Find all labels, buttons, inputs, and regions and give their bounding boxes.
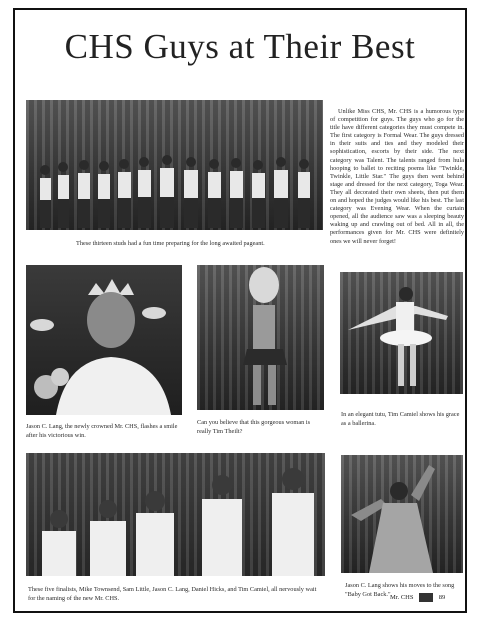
finalists-photo [26,453,325,576]
group-photo-caption: These thirteen studs had a fun time preparing for the long awaited pageant. [76,240,265,247]
finalists-caption: These five finalists, Mike Townsend, Sam Little, Jason C. Lang, Daniel Hicks, and Tim Camiel, all nervously wait for the naming of the new Mr. CHS. [28,586,317,602]
chs-logo-icon [419,593,433,602]
page-title: CHS Guys at Their Best [64,27,416,66]
dancer-figure [341,455,463,573]
gorgeous-woman-photo [197,265,324,410]
group-figures [26,100,323,230]
dance-photo [341,455,463,573]
ballerina-figure [340,272,463,394]
footer-section: Mr. CHS [390,593,414,601]
gorgeous-woman-caption: Can you believe that this gorgeous woman is really Tim Theilt? [197,419,311,435]
page-footer [390,593,445,602]
woman-figure [197,265,324,410]
group-photo [26,100,323,230]
ballerina-caption: In an elegant tutu, Tim Camiel shows his grace as a ballerina. [341,411,460,427]
article-body: Unlike Miss CHS, Mr. CHS is a humorous type of competition for guys. The guys who go for the title have different categories they must compete in. The first category is Formal Wear. The guys dressed in their suits and ties and they modeled their sophistication, escorts by their side. The next category was Talent. The talents ranged from hula hooping to ballet to reciting poems like "Twinkle, Twinkle, Little Star." The guys then went behind stage and dressed for the next category, Toga Wear. They all decorated their own sheets, then put them on and hoped the judges would like his best. The last category was Evening Wear. When the curtain opened, all the audience saw was a sleeping beauty waking up and crawling out of bed. All in all, the performances given for Mr. CHS were definitely ones we will never forget! [330,108,464,245]
crowned-figure [26,265,182,415]
ballerina-photo [340,272,463,394]
finalists-figures [26,453,325,576]
dance-caption: Jason C. Lang shows his moves to the song "Baby Got Back." [345,582,455,598]
footer-page-number: 89 [438,593,446,601]
crowned-caption: Jason C. Lang, the newly crowned Mr. CHS, flashes a smile after his victorious win. [26,423,178,439]
crowned-photo [26,265,182,415]
